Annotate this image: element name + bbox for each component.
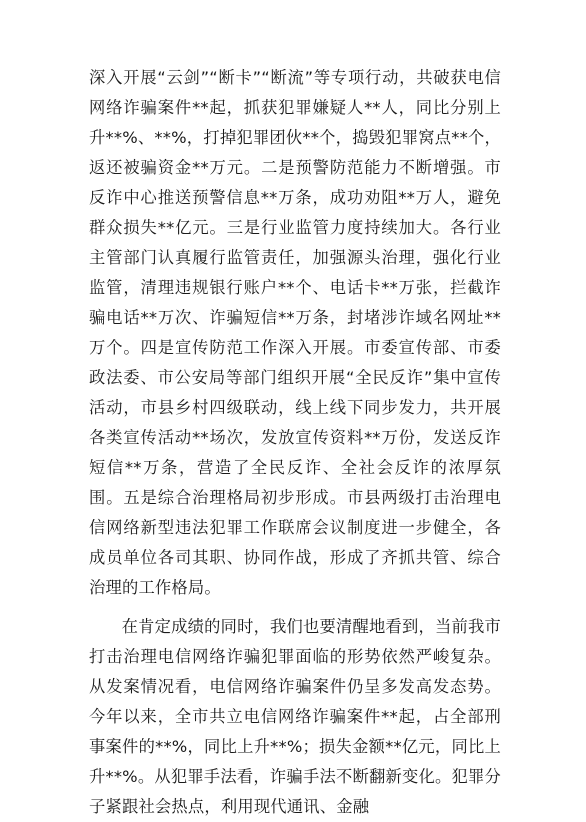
document-page (89, 63, 501, 822)
paragraph-1: 深入开展“云剑”“断卡”“断流”等专项行动，共破获电信网络诈骗案件**起，抓获犯罪嫌疑人**人，同比分别上升**%、**%，打掉犯罪团伙**个，捣毁犯罪窝点**个，返还被骗资金**万元。二是预警防范能力不断增强。市反诈中心推送预警信息**万条，成功劝阻**万人，避免群众损失**亿元。三是行业监管力度持续加大。各行业主管部门认真履行监管责任，加强源头治理，强化行业监管，清理违规银行账户**个、电话卡**万张，拦截诈骗电话**万次、诈骗短信**万条，封堵涉诈域名网址**万个。四是宣传防范工作深入开展。市委宣传部、市委政法委、市公安局等部门组织开展“全民反诈”集中宣传活动，市县乡村四级联动，线上线下同步发力，共开展各类宣传活动**场次，发放宣传资料**万份，发送反诈短信**万条，营造了全民反诈、全社会反诈的浓厚氛围。五是综合治理格局初步形成。市县两级打击治理电信网络新型违法犯罪工作联席会议制度进一步健全，各成员单位各司其职、协同作战，形成了齐抓共管、综合治理的工作格局。 (89, 68, 501, 597)
paragraph-2: 在肯定成绩的同时，我们也要清醒地看到，当前我市打击治理电信网络诈骗犯罪面临的形势依然严峻复杂。从发案情况看，电信网络诈骗案件仍呈多发高发态势。今年以来，全市共立电信网络诈骗案件**起，占全部刑事案件的**%，同比上升**%；损失金额**亿元，同比上升**%。从犯罪手法看，诈骗手法不断翻新变化。犯罪分子紧跟社会热点，利用现代通讯、金融 (89, 617, 501, 816)
